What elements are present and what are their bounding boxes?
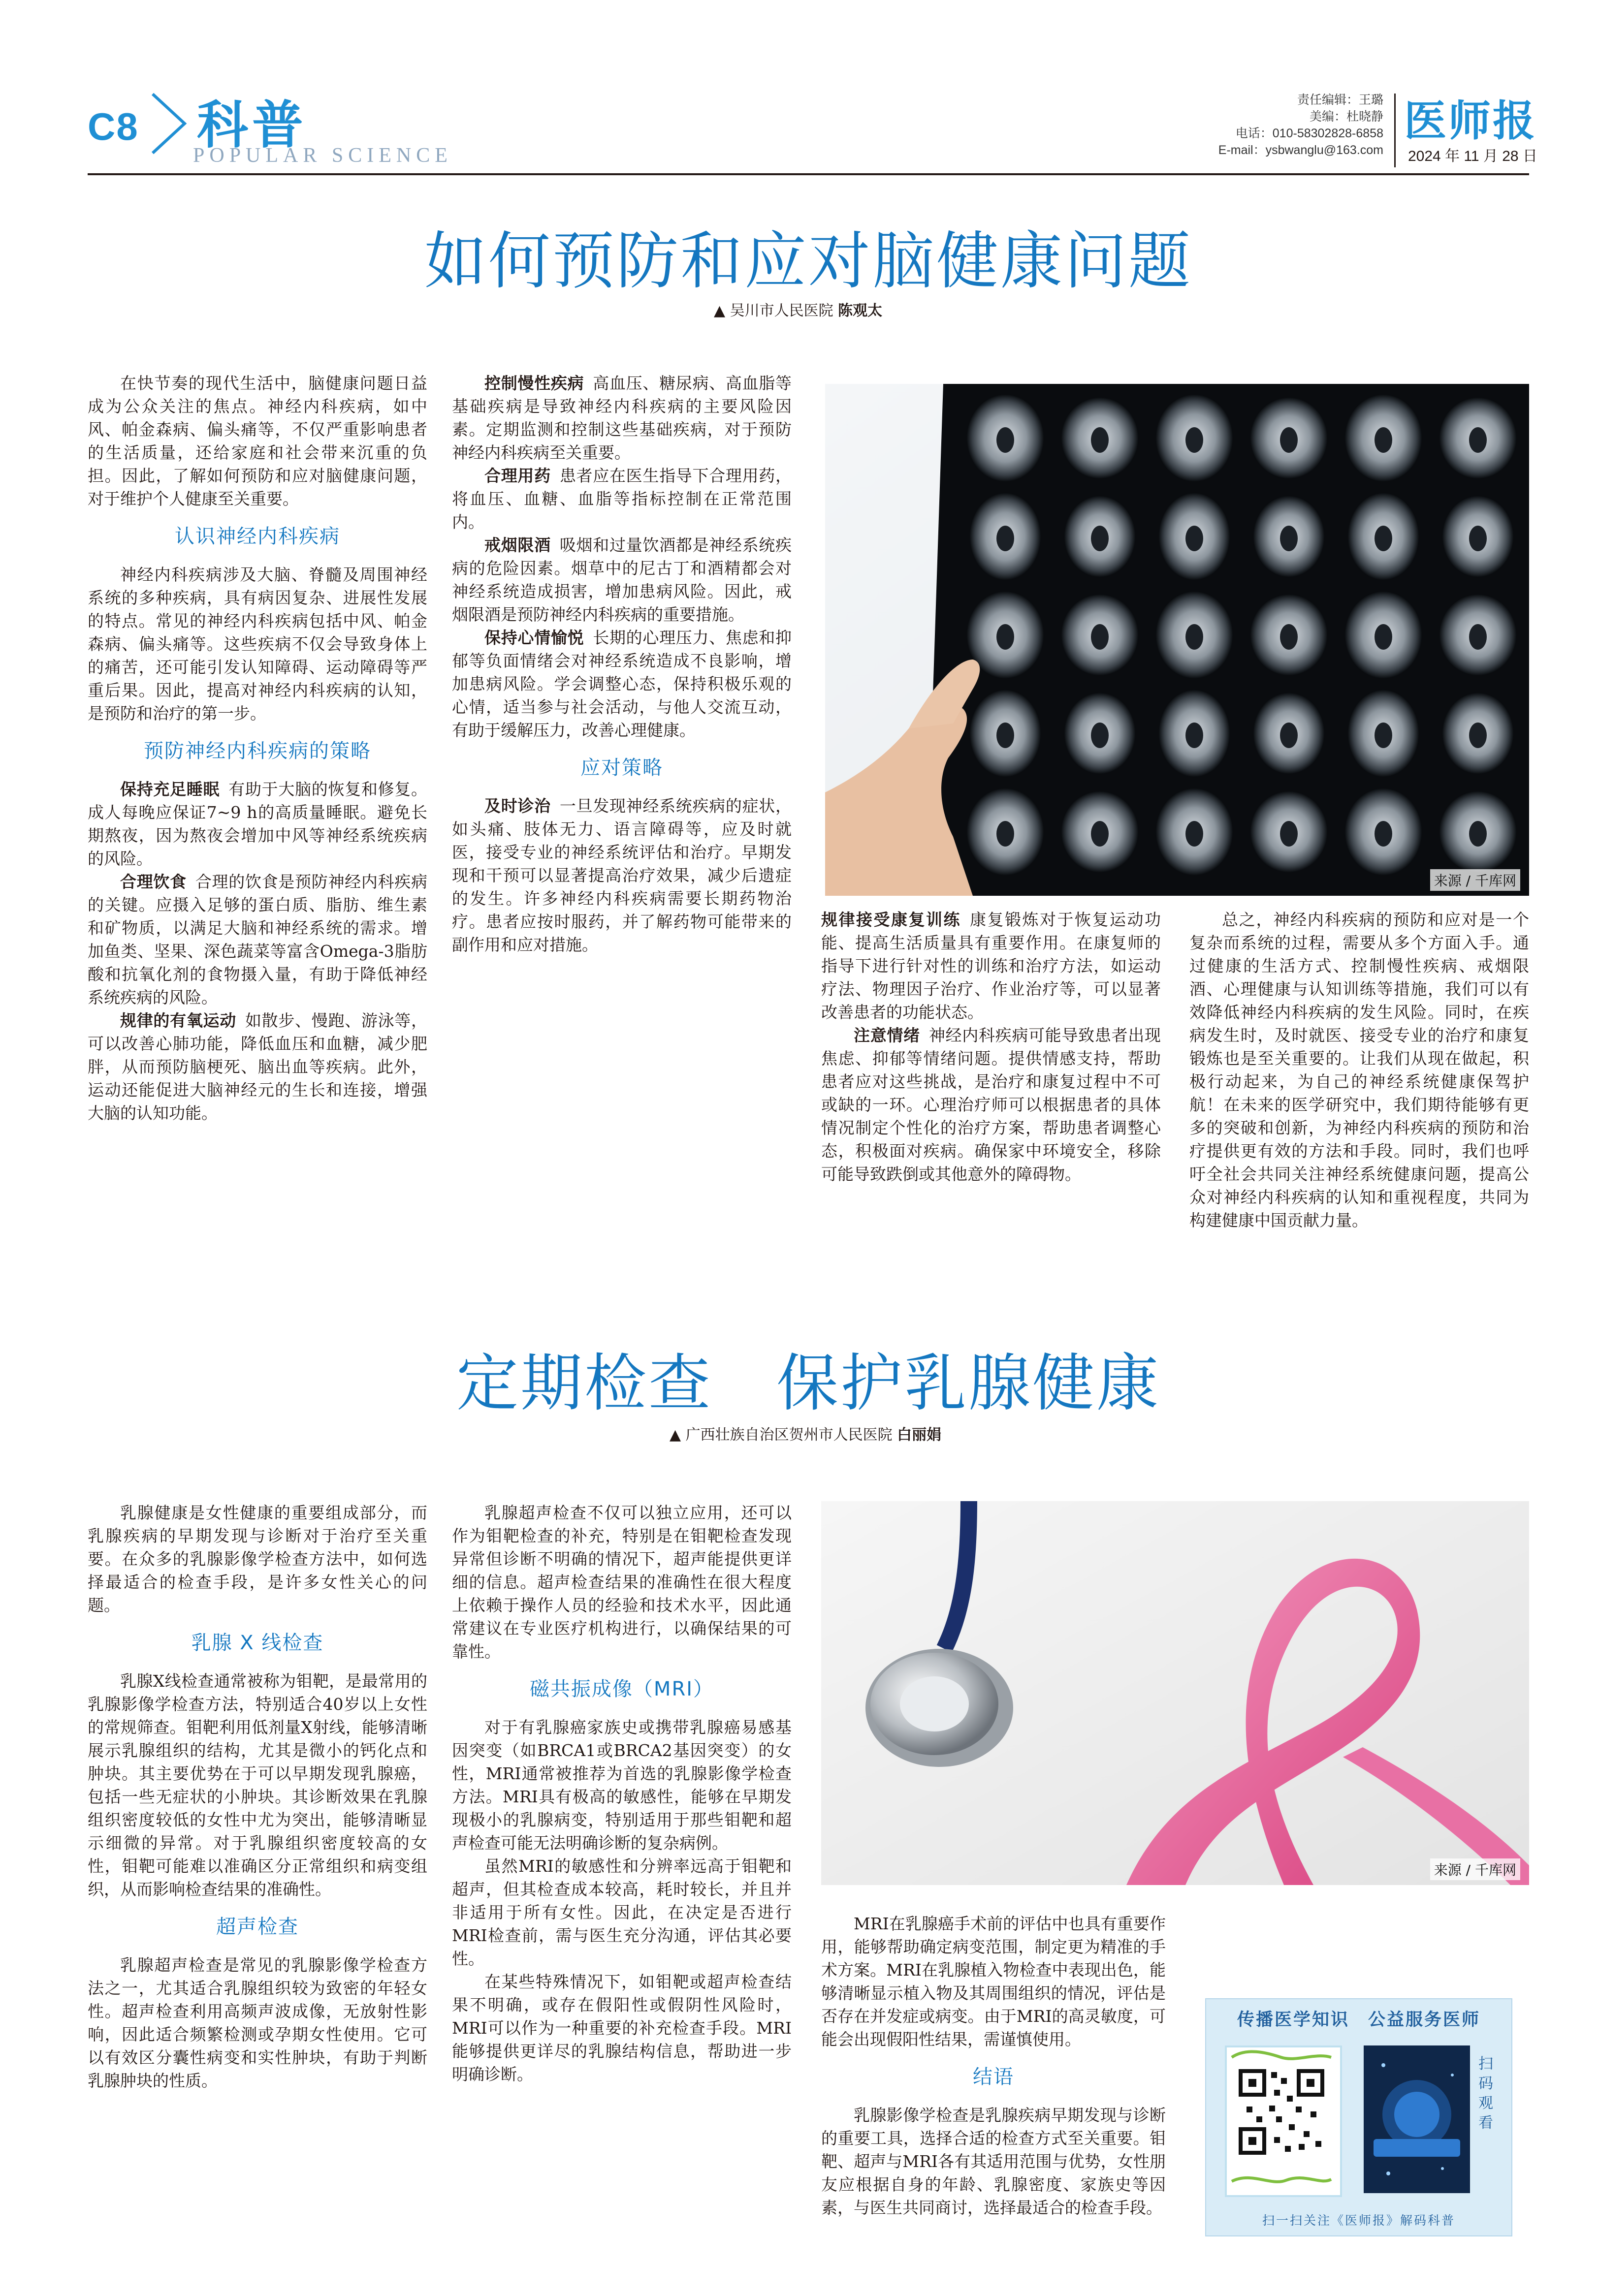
photo-credit: 来源 / 千库网 (1430, 869, 1520, 891)
mri-ventricle (1280, 526, 1298, 551)
paragraph: 戒烟限酒 吸烟和过量饮酒都是神经系统疾病的危险因素。烟草中的尼古丁和酒精都会对神经系统造成损害，增加患病风险。因此，戒烟限酒是预防神经内科疾病的重要措施。 (452, 535, 792, 624)
paragraph: 神经内科疾病涉及大脑、脊髓及周围神经系统的多种疾病，具有病因复杂、进展性发展的特点。常见的神经内科疾病包括中风、帕金森病、偏头痛等。这些疾病不仅会导致身体上的痛苦，还可能引发认知障碍、运动障碍等严重后果。因此，提高对神经内科疾病的认知，是预防和治疗的第一步。 (88, 565, 427, 723)
article-title: 如何预防和应对脑健康问题 (424, 225, 1192, 297)
article-intro: 在快节奏的现代生活中，脑健康问题日益成为公众关注的焦点。神经内科疾病，如中风、帕金森病、偏头痛等，不仅严重影响患者的生活质量，还给家庭和社会带来沉重的负担。因此，了解如何预防和应对脑健康问题，对于维护个人健康至关重要。 (88, 374, 427, 508)
paragraph: 注意情绪 神经内科疾病可能导致患者出现焦虑、抑郁等情绪问题。提供情感支持，帮助患者应对这些挑战，是治疗和康复过程中不可或缺的一环。心理治疗师可以根据患者的具体情况制定个性化的治疗方案，帮助患者调整心态，积极面对疾病。确保家中环境安全，移除可能导致跌倒或其他意外的障碍物。 (821, 1026, 1161, 1184)
section-heading: 磁共振成像（MRI） (529, 1678, 714, 1700)
section-heading: 应对策略 (580, 756, 663, 779)
mri-ventricle (1091, 821, 1109, 847)
lead-in: 合理饮食 (120, 872, 187, 891)
chevron-right-icon (148, 92, 192, 156)
mri-ventricle (1091, 427, 1109, 453)
promo-box (1205, 1998, 1512, 2236)
promo-caption: 扫一扫关注《医师报》解码科普 (1262, 2213, 1455, 2228)
paragraph: 合理饮食 合理的饮食是预防神经内科疾病的关键。应摄入足够的蛋白质、脂肪、维生素和矿物质，以满足大脑和神经系统的需求。增加鱼类、坚果、深色蔬菜等富含Omega-3脂肪酸和抗氧化剂的食物摄入量，有助于降低神经系统疾病的风险。 (88, 872, 428, 1007)
byline-organization: ▲ 广西壮族自治区贺州市人民医院 (670, 1426, 893, 1444)
paragraph: 保持充足睡眠 有助于大脑的恢复和修复。成人每晚应保证7~9 h的高质量睡眠。避免长期熬夜，因为熬夜会增加中风等神经系统疾病的风险。 (88, 780, 428, 868)
mri-ventricle (996, 723, 1014, 748)
article1-column-1 (88, 372, 427, 1125)
byline-author: 白丽娟 (897, 1426, 942, 1444)
paragraph: 规律的有氧运动 如散步、慢跑、游泳等，可以改善心肺功能，降低血压和血糖，减少肥胖，从而预防脑梗死、脑出血等疾病。此外，运动还能促进大脑神经元的生长和连接，增强大脑的认知功能。 (88, 1011, 428, 1123)
mri-ventricle (1469, 526, 1487, 551)
paragraph: MRI在乳腺癌手术前的评估中也具有重要作用，能够帮助确定病变范围，制定更为精准的手术方案。MRI在乳腺植入物检查中表现出色，能够清晰显示植入物及其周围组织的情况，评估是否存在并发症或病变。由于MRI的高灵敏度，可能会出现假阳性结果，需谨慎使用。 (821, 1914, 1166, 2049)
paragraph: 虽然MRI的敏感性和分辨率远高于钼靶和超声，但其检查成本较高，耗时较长，并且并非适用于所有女性。因此，在决定是否进行MRI检查前，需与医生充分沟通，评估其必要性。 (452, 1856, 792, 1968)
paragraph: 合理用药 患者应在医生指导下合理用药，将血压、血糖、血脂等指标控制在正常范围内。 (452, 466, 792, 532)
issue-date: 2024 年 11 月 28 日 (1408, 148, 1537, 164)
editorial-info (1191, 92, 1383, 158)
qr-code[interactable] (1225, 2045, 1342, 2197)
designer-credit: 美编：杜晓静 (1309, 110, 1383, 124)
paragraph: 及时诊治 一旦发现神经系统疾病的症状，如头痛、肢体无力、语言障碍等，应及时就医，接受专业的神经系统评估和治疗。早期发现和干预可以显著提高治疗效果，减少后遗症的发生。许多神经内科疾病需要长期药物治疗。患者应按时服药，并了解药物可能带来的副作用和应对措施。 (452, 796, 792, 954)
mri-ventricle (1185, 624, 1203, 650)
mri-ventricle (1280, 427, 1298, 453)
paragraph: 保持心情愉悦 长期的心理压力、焦虑和抑郁等负面情绪会对神经系统造成不良影响，增加患病风险。学会调整心态，保持积极乐观的心情，适当参与社会活动，与他人交流互动，有助于缓解压力，改善心理健康。 (452, 628, 792, 740)
ribbon-stethoscope-image (821, 1501, 1529, 1885)
mri-ventricle (1375, 624, 1392, 650)
article-intro: 乳腺健康是女性健康的重要组成部分，而乳腺疾病的早期发现与诊断对于治疗至关重要。在众多的乳腺影像学检查方法中，如何选择最适合的检查手段，是许多女性关心的问题。 (88, 1503, 427, 1615)
lead-in: 注意情绪 (854, 1026, 920, 1045)
article1-column-3 (821, 908, 1161, 1186)
section-heading: 乳腺 X 线检查 (191, 1632, 324, 1654)
mri-ventricle (1469, 624, 1487, 650)
header-rule (88, 173, 1529, 175)
mri-ventricle (1469, 723, 1487, 748)
article-title: 定期检查 保护乳腺健康 (456, 1347, 1160, 1419)
article-byline (714, 298, 882, 320)
article1-column-2 (452, 372, 792, 956)
mri-ventricle (1469, 427, 1487, 453)
section-heading: 预防神经内科疾病的策略 (144, 740, 371, 762)
mri-ventricle (996, 624, 1014, 650)
photo-credit: 来源 / 千库网 (1430, 1858, 1520, 1880)
lead-in: 保持心情愉悦 (484, 628, 584, 647)
mri-ventricle (1280, 821, 1298, 847)
mri-ventricle (1375, 427, 1392, 453)
qr-code-icon (1227, 2047, 1336, 2191)
editor-credit: 责任编辑：王璐 (1297, 93, 1383, 107)
paragraph: 规律接受康复训练 康复锻炼对于恢复运动功能、提高生活质量具有重要作用。在康复师的指导下进行针对性的训练和治疗方法，如运动疗法、物理因子治疗、作业治疗等，可以显著改善患者的功能状态。 (821, 910, 1161, 1022)
mri-ventricle (1280, 723, 1298, 748)
mri-ventricle (1185, 526, 1203, 551)
paragraph: 乳腺影像学检查是乳腺疾病早期发现与诊断的重要工具，选择合适的检查方式至关重要。钼靶、超声与MRI各有其适用范围与优势，女性朋友应根据自身的年龄、乳腺密度、家族史等因素，与医生共同商讨，选择最适合的检查手段。 (821, 2106, 1166, 2217)
mri-ventricle (1375, 526, 1392, 551)
article2-column-2 (452, 1501, 792, 2086)
mri-ventricle (996, 821, 1014, 847)
mri-ventricle (1091, 526, 1109, 551)
promo-side-label: 扫码观看 (1478, 2055, 1493, 2132)
paragraph: 对于有乳腺癌家族史或携带乳腺癌易感基因突变（如BRCA1或BRCA2基因突变）的女性，MRI通常被推荐为首选的乳腺影像学检查方法。MRI具有极高的敏感性，能够在早期发现极小的乳腺病变，特别适用于那些钼靶和超声检查可能无法明确诊断的复杂病例。 (452, 1718, 792, 1853)
lead-in: 保持充足睡眠 (120, 780, 220, 799)
lead-in: 规律的有氧运动 (120, 1011, 236, 1030)
mri-ventricle (1091, 723, 1109, 748)
promo-slogan: 传播医学知识 公益服务医师 (1237, 2010, 1480, 2030)
program-poster (1364, 2045, 1470, 2193)
broadcast-poster-image (1364, 2045, 1470, 2193)
byline-organization: ▲ 吴川市人民医院 (714, 302, 833, 319)
article2-column-1 (88, 1501, 427, 2092)
paragraph: 控制慢性疾病 高血压、糖尿病、高血脂等基础疾病是导致神经内科疾病的主要风险因素。定期监测和控制这些基础疾病，对于预防神经内科疾病至关重要。 (452, 374, 792, 462)
mri-ventricle (1375, 821, 1392, 847)
paragraph-conclusion: 总之，神经内科疾病的预防和应对是一个复杂而系统的过程，需要从多个方面入手。通过健康的生活方式、控制慢性疾病、戒烟限酒、心理健康与认知训练等措施，我们可以有效降低神经内科疾病的发生风险。同时，在疾病发生时，及时就医、接受专业的治疗和康复锻炼也是至关重要的。让我们从现在做起，积极行动起来，为自己的神经系统健康保驾护航！在未来的医学研究中，我们期待能够有更多的突破和创新，为神经内科疾病的预防和治疗提供更有效的方法和手段。同时，我们也呼吁全社会共同关注神经系统健康问题，提高公众对神经内科疾病的认知和重视程度，共同为构建健康中国贡献力量。 (1189, 910, 1529, 1230)
page-number: C8 (88, 105, 139, 148)
article1-column-4 (1189, 908, 1529, 1232)
byline-author: 陈观太 (838, 302, 883, 319)
section-heading: 认识神经内科疾病 (175, 525, 340, 548)
lead-in: 及时诊治 (484, 796, 551, 816)
paragraph: 乳腺超声检查是常见的乳腺影像学检查方法之一，尤其适合乳腺组织较为致密的年轻女性。超声检查利用高频声波成像，无放射性影响，因此适合频繁检测或孕期女性使用。它可以有效区分囊性病变和实性肿块，有助于判断乳腺肿块的性质。 (88, 1955, 427, 2090)
mri-ventricle (996, 526, 1014, 551)
lead-in: 控制慢性疾病 (484, 374, 584, 393)
mri-ventricle (1469, 821, 1487, 847)
section-heading: 超声检查 (216, 1916, 299, 1938)
brain-mri-photo (825, 384, 1529, 896)
lead-in: 规律接受康复训练 (821, 910, 961, 929)
article2-column-3 (821, 1912, 1166, 2219)
phone-number: 电话：010-58302828-6858 (1235, 126, 1383, 140)
mri-film-image (825, 384, 1529, 896)
lead-in: 合理用药 (484, 466, 551, 485)
header-divider (1394, 94, 1396, 167)
article-byline (670, 1422, 941, 1444)
mri-ventricle (1375, 723, 1392, 748)
paragraph: 在某些特殊情况下，如钼靶或超声检查结果不明确，或存在假阳性或假阴性风险时，MRI可以作为一种重要的补充检查手段。MRI能够提供更详尽的乳腺结构信息，帮助进一步明确诊断。 (452, 1972, 792, 2084)
paragraph: 乳腺超声检查不仅可以独立应用，还可以作为钼靶检查的补充，特别是在钼靶检查发现异常但诊断不明确的情况下，超声能提供更详细的信息。超声检查结果的准确性在很大程度上依赖于操作人员的经验和技术水平，因此通常建议在专业医疗机构进行，以确保结果的可靠性。 (452, 1503, 792, 1661)
email-address: E-mail：ysbwanglu@163.com (1218, 143, 1383, 157)
mri-ventricle (1185, 723, 1203, 748)
pink-ribbon-photo (821, 1501, 1529, 1885)
section-title: 科普 (197, 95, 308, 155)
mri-ventricle (1185, 427, 1203, 453)
section-title-english: POPULAR SCIENCE (193, 144, 452, 167)
mri-ventricle (1185, 821, 1203, 847)
mri-ventricle (996, 427, 1014, 453)
newspaper-logo: 医师报 (1404, 96, 1537, 146)
section-heading: 结语 (973, 2066, 1014, 2088)
lead-in: 戒烟限酒 (484, 535, 551, 555)
paragraph: 乳腺X线检查通常被称为钼靶，是最常用的乳腺影像学检查方法，特别适合40岁以上女性的常规筛查。钼靶利用低剂量X射线，能够清晰展示乳腺组织的结构，尤其是微小的钙化点和肿块。其主要优势在于可以早期发现乳腺癌，包括一些无症状的小肿块。其诊断效果在乳腺组织密度较低的女性中尤为突出，能够清晰显示细微的异常。对于乳腺组织密度较高的女性，钼靶可能难以准确区分正常组织和病变组织，从而影响检查结果的准确性。 (88, 1671, 427, 1899)
mri-ventricle (1280, 624, 1298, 650)
mri-ventricle (1091, 624, 1109, 650)
